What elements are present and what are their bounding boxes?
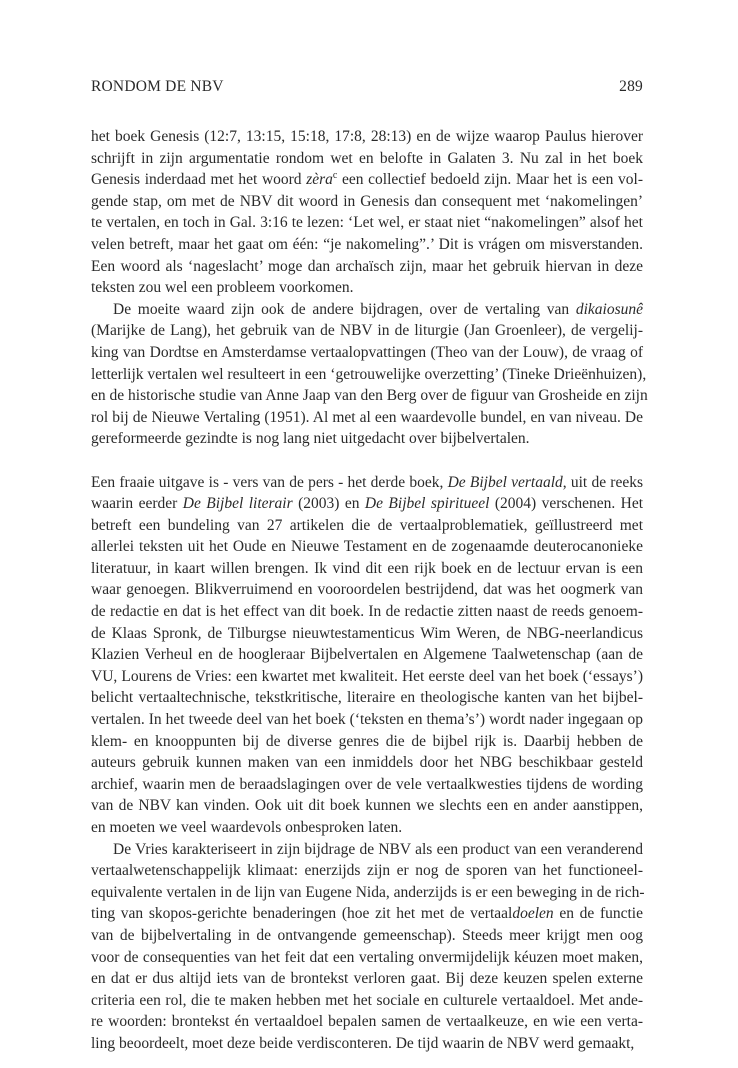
text-line: te vertalen, en toch in Gal. 3:16 te lezen: ‘Let wel, er staat niet “nakomelingen” alsof het <box>91 214 643 232</box>
text-line: rol bij de Nieuwe Vertaling (1951). Al met al een waardevolle bundel, en van niveau. De <box>91 408 643 426</box>
body-text <box>91 126 648 1055</box>
text-line: Genesis inderdaad met het woord zèra$^c$ een collectief bedoeld zijn. Maar het is een vol- <box>91 170 643 189</box>
text-line: gende stap, om met de NBV dit woord in Genesis dan consequent met ‘nakomelingen’ <box>91 192 643 210</box>
text-line: de redactie en dat is het effect van dit boek. In de redactie zitten naast de reeds genoem- <box>91 603 643 621</box>
text-line: Een woord als ‘nageslacht’ moge dan archaïsch zijn, maar het gebruik hiervan in deze <box>91 257 643 275</box>
text-line: allerlei teksten uit het Oude en Nieuwe Testament en de zogenaamde deuterocanonieke <box>91 538 643 556</box>
text-line: (Marijke de Lang), het gebruik van de NBV in de liturgie (Jan Groenleer), de vergelij- <box>91 322 643 340</box>
text-line: voor de consequenties van het feit dat een vertaling onvermijdelijk kéuzen moet maken, <box>91 948 643 966</box>
running-head-title: RONDOM DE NBV <box>91 78 224 95</box>
running-head <box>91 78 643 96</box>
text-line: en dat er dus altijd iets van de brontekst verloren gaat. Bij deze keuzen spelen externe <box>91 970 643 988</box>
text-line: VU, Lourens de Vries: een kwartet met kwaliteit. Het eerste deel van het boek (‘essays’) <box>91 667 643 685</box>
text-line: waar genoegen. Blikverruimend en vooroordelen bestrijdend, dat was het oogmerk van <box>91 581 643 599</box>
paragraph-gap <box>91 450 643 472</box>
text-line: schrijft in zijn argumentatie rondom wet en belofte in Galaten 3. Nu zal in het boek <box>91 149 643 167</box>
text-line: re woorden: brontekst én vertaaldoel bepalen samen de vertaalkeuze, en wie een verta- <box>91 1013 643 1031</box>
paragraph <box>91 472 643 839</box>
text-line: Klazien Verheul en de hoogleraar Bijbelvertalen en Algemene Taalwetenschap (aan de <box>91 646 643 664</box>
text-line: king van Dordtse en Amsterdamse vertaalopvattingen (Theo van der Louw), de vraag of <box>91 343 643 361</box>
text-line: equivalente vertalen in de lijn van Eugene Nida, anderzijds is er een beweging in de rich- <box>91 883 645 901</box>
text-line: velen betreft, maar het gaat om één: “je nakomeling”.’ Dit is vrágen om misverstanden. <box>91 235 643 253</box>
text-line: literatuur, in kaart willen brengen. Ik vind dit een rijk boek en de lectuur ervan is een <box>91 559 643 577</box>
text-line: vertaalwetenschappelijk klimaat: enerzijds zijn er nog de sporen van het functioneel- <box>91 862 643 880</box>
text-line: belicht vertaaltechnische, tekstkritische, literaire en theologische kanten van het bijbel- <box>91 689 643 707</box>
text-line: ting van skopos-gerichte benaderingen (hoe zit het met de vertaaldoelen en de functie <box>91 905 643 923</box>
text-line: auteurs gebruik kunnen maken van een inmiddels door het NBG beschikbaar gesteld <box>91 754 643 772</box>
text-line: de Klaas Spronk, de Tilburgse nieuwtestamenticus Wim Weren, de NBG-neerlandicus <box>91 624 643 642</box>
paragraph <box>91 299 648 450</box>
text-line: van de NBV kan vinden. Ook uit dit boek kunnen we slechts een en ander aanstippen, <box>91 797 643 815</box>
paragraph <box>91 126 643 299</box>
paragraph <box>91 839 643 1055</box>
text-line: betreft een bundeling van 27 artikelen die de vertaalproblematiek, geïllustreerd met <box>91 516 643 534</box>
text-line: gereformeerde gezindte is nog lang niet uitgedacht over bijbelvertalen. <box>91 430 530 448</box>
text-line: en de historische studie van Anne Jaap van den Berg over de figuur van Grosheide en zijn <box>91 387 648 405</box>
text-line: archief, waarin men de beraadslagingen over de vele vertaalkwesties tijdens de wording <box>91 775 643 793</box>
text-line: waarin eerder De Bijbel literair (2003) en De Bijbel spiritueel (2004) verschenen. Het <box>91 495 644 513</box>
text-line: van de bijbelvertaling in de ontvangende gemeenschap). Steeds meer krijgt men oog <box>91 926 643 944</box>
text-line: De Vries karakteriseert in zijn bijdrage de NBV als een product van een veranderend <box>113 840 643 858</box>
text-line: ling beoordeelt, moet deze beide verdisconteren. De tijd waarin de NBV werd gemaakt, <box>91 1034 635 1052</box>
page-number: 289 <box>619 78 643 95</box>
text-line: Een fraaie uitgave is - vers van de pers - het derde boek, De Bijbel vertaald, uit de reeks <box>91 473 644 491</box>
text-line: het boek Genesis (12:7, 13:15, 15:18, 17:8, 28:13) en de wijze waarop Paulus hierover <box>91 128 643 145</box>
text-line: teksten zou wel een probleem voorkomen. <box>91 279 354 297</box>
text-line: De moeite waard zijn ook de andere bijdragen, over de vertaling van dikaiosunê <box>113 300 643 318</box>
text-line: letterlijk vertalen wel resulteert in een ‘getrouwelijke overzetting’ (Tineke Drieënhuizen), <box>91 365 647 383</box>
text-line: criteria een rol, die te maken hebben met het sociale en culturele vertaaldoel. Met ande- <box>91 991 643 1009</box>
text-line: klem- en knooppunten bij de diverse genres die de bijbel rijk is. Daarbij hebben de <box>91 732 643 750</box>
text-line: en moeten we veel waardevols onbesproken laten. <box>91 819 403 836</box>
text-line: vertalen. In het tweede deel van het boek (‘teksten en thema’s’) wordt nader ingegaan op <box>91 711 643 729</box>
